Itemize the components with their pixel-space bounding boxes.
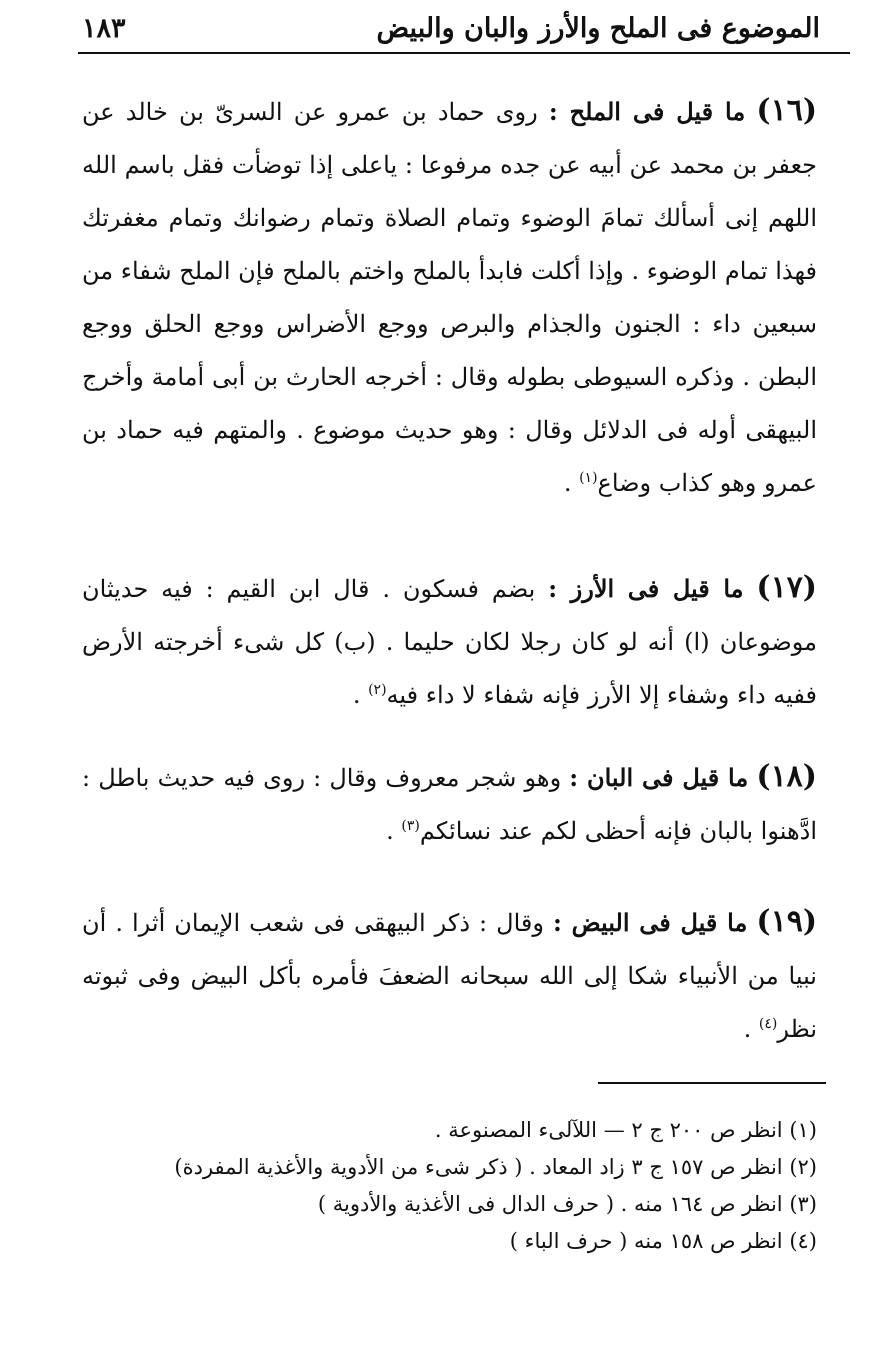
running-header (82, 8, 820, 48)
section-heading: ما قيل فى الأرز : (548, 574, 744, 603)
section-number: (١٦) (756, 93, 818, 128)
section-16 (82, 84, 817, 510)
section-number: (١٩) (756, 904, 818, 939)
header-divider (78, 52, 850, 54)
section-heading: ما قيل فى البان : (569, 763, 749, 792)
footnote-1: (١) انظر ص ٢٠٠ ج ٢ — اللآلىء المصنوعة . (434, 1118, 817, 1142)
page-number: ١٨٣ (82, 12, 126, 44)
footnote-3: (٣) انظر ص ١٦٤ منه . ( حرف الدال فى الأغذية والأدوية ) (317, 1192, 817, 1216)
footnote-ref: (٣) (401, 818, 420, 834)
footnote-divider (598, 1082, 826, 1084)
section-17 (82, 561, 817, 722)
footnote-ref: (٢) (368, 682, 387, 698)
section-19 (82, 895, 817, 1056)
section-18 (82, 750, 817, 858)
section-text: بضم فسكون . قال ابن القيم : فيه حديثان موضوعان (ا) أنه لو كان رجلا لكان حليما . (ب) كل شىء أخرجته الأرض ففيه داء وشفاء إلا الأرز فإنه شفاء لا داء فيه (82, 575, 817, 709)
section-text: وقال : ذكر البيهقى فى شعب الإيمان أثرا . أن نبيا من الأنبياء شكا إلى الله سبحانه الضعفَ فأمره بأكل البيض وفى ثبوته نظر (82, 909, 817, 1043)
section-end: . (563, 469, 580, 497)
footnote-ref: (١) (579, 470, 598, 486)
section-text: وهو شجر معروف وقال : روى فيه حديث باطل : ادَّهنوا بالبان فإنه أحظى لكم عند نسائكم (82, 764, 817, 845)
footnotes (82, 1112, 817, 1260)
section-number: (١٧) (756, 570, 817, 605)
section-end: . (352, 681, 369, 709)
section-end: . (386, 817, 402, 845)
footnote-2: (٢) انظر ص ١٥٧ ج ٣ زاد المعاد . ( ذكر شىء من الأدوية والأغذية المفردة) (174, 1155, 817, 1179)
section-heading: ما قيل فى البيض : (553, 908, 748, 937)
section-heading: ما قيل فى الملح : (548, 97, 746, 126)
footnote-4: (٤) انظر ص ١٥٨ منه ( حرف الباء ) (509, 1229, 817, 1253)
running-title: الموضوع فى الملح والأرز والبان والبيض (376, 12, 820, 44)
section-end: . (743, 1015, 759, 1043)
section-number: (١٨) (756, 759, 817, 794)
footnote-ref: (٤) (758, 1016, 778, 1032)
section-text: روى حماد بن عمرو عن السرىّ بن خالد عن جعفر بن محمد عن أبيه عن جده مرفوعا : ياعلى إذا توضأت فقل باسم الله اللهم إنى أسألك تمامَ الوضوء وتمام الصلاة وتمام رضوانك وتمام مغفرتك فهذا تمام الوضوء . وإذا أكلت فابدأ بالملح واختم بالملح فإن الملح شفاء من سبعين داء : الجنون والجذام والبرص ووجع الأضراس ووجع الحلق ووجع البطن . وذكره السيوطى بطوله وقال : أخرجه الحارث بن أبى أمامة وأخرج البيهقى أوله فى الدلائل وقال : وهو حديث موضوع . والمتهم فيه حماد بن عمرو وهو كذاب وضاع (82, 98, 817, 497)
